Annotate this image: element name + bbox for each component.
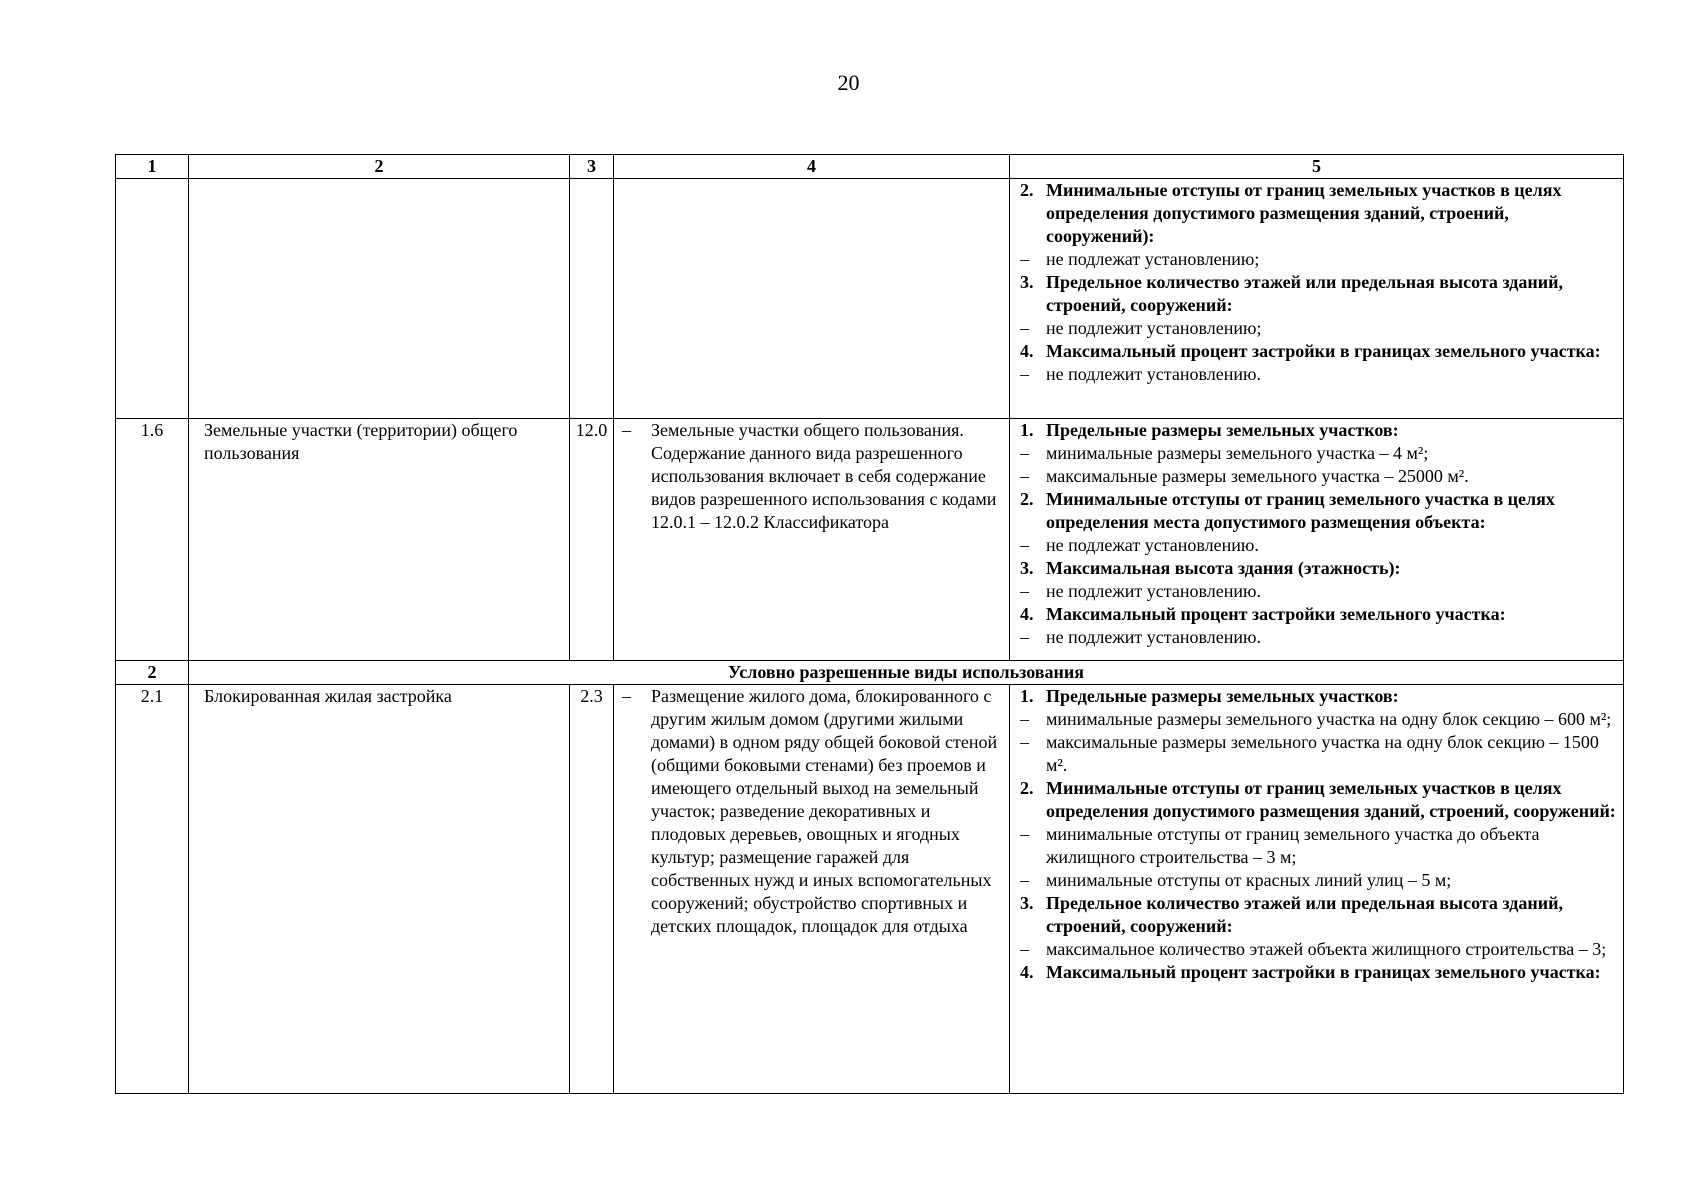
list-marker: –	[1020, 732, 1029, 752]
list-marker: 1.	[1020, 686, 1034, 706]
list-marker: 2.	[1020, 489, 1034, 509]
parameter-heading	[1010, 603, 1623, 626]
land-use-name: Земельные участки (территории) общего пользования	[189, 419, 570, 661]
header-col-1: 1	[116, 155, 189, 179]
parameter-value	[1010, 708, 1623, 731]
parameter-text: не подлежат установлению.	[1046, 535, 1259, 555]
parameter-text: минимальные отступы от границ земельного участка до объекта жилищного строительства – 3 м;	[1046, 824, 1540, 867]
params-cell	[1010, 419, 1624, 661]
parameter-heading	[1010, 340, 1623, 363]
parameter-text: Минимальные отступы от границ земельного участка в целях определения места допустимого размещения объекта:	[1046, 489, 1555, 532]
parameter-text: Предельные размеры земельных участков:	[1046, 686, 1399, 706]
section-title: Условно разрешенные виды использования	[189, 661, 1624, 685]
header-col-4: 4	[614, 155, 1010, 179]
list-marker: 3.	[1020, 893, 1034, 913]
list-marker: 2.	[1020, 180, 1034, 200]
parameter-text: Максимальный процент застройки земельного участка:	[1046, 604, 1506, 624]
parameter-text: Предельное количество этажей или предельная высота зданий, строений, сооружений:	[1046, 272, 1564, 315]
parameter-text: минимальные отступы от красных линий улиц – 5 м;	[1046, 870, 1452, 890]
parameter-text: не подлежит установлению.	[1046, 627, 1261, 647]
list-marker: –	[1020, 870, 1029, 890]
list-marker: 4.	[1020, 962, 1034, 982]
list-marker: –	[1020, 627, 1029, 647]
parameter-text: не подлежит установлению.	[1046, 581, 1261, 601]
parameter-value	[1010, 626, 1623, 649]
list-marker: –	[1020, 364, 1029, 384]
table-row	[116, 419, 1624, 661]
list-marker: 4.	[1020, 604, 1034, 624]
parameter-text: Предельные размеры земельных участков:	[1046, 420, 1399, 440]
header-col-2: 2	[189, 155, 570, 179]
parameter-text: Минимальные отступы от границ земельных участков в целях определения допустимого размещения зданий, строений, сооружений:	[1046, 778, 1616, 821]
parameter-text: минимальные размеры земельного участка на одну блок секцию – 600 м²;	[1046, 709, 1612, 729]
parameter-value	[1010, 823, 1623, 869]
parameter-text: Максимальный процент застройки в границах земельного участка:	[1046, 341, 1601, 361]
table-row	[116, 685, 1624, 1094]
parameter-value	[1010, 465, 1623, 488]
parameter-text: максимальные размеры земельного участка – 25000 м².	[1046, 466, 1469, 486]
parameter-text: Минимальные отступы от границ земельных участков в целях определения допустимого размещения зданий, строений, сооружений):	[1046, 180, 1562, 246]
list-marker: –	[1020, 581, 1029, 601]
parameter-text: Максимальная высота здания (этажность):	[1046, 558, 1401, 578]
parameter-text: не подлежит установлению.	[1046, 364, 1261, 384]
header-row	[116, 155, 1624, 179]
land-use-code: 2.3	[570, 685, 614, 1094]
description-text: Размещение жилого дома, блокированного с другим жилым домом (другими жилыми домами) в одном ряду общей боковой стеной (общими боковыми стенами) без проемов и имеющего отдельный выход на земельный участок; разведение декоративных и плодовых деревьев, овощных и ягодных культур; размещение гаражей для собственных нужд и иных вспомогательных сооружений; обустройство спортивных и детских площадок, площадок для отдыха	[651, 686, 998, 936]
list-marker: 2.	[1020, 778, 1034, 798]
section-row	[116, 661, 1624, 685]
parameter-text: минимальные размеры земельного участка – 4 м²;	[1046, 443, 1429, 463]
regulations-table	[115, 154, 1624, 1094]
parameter-heading	[1010, 271, 1623, 317]
parameter-heading	[1010, 961, 1623, 984]
parameter-heading	[1010, 488, 1623, 534]
list-marker: –	[1020, 709, 1029, 729]
row-number: 2.1	[116, 685, 189, 1094]
land-use-code: 12.0	[570, 419, 614, 661]
parameter-value	[1010, 869, 1623, 892]
parameter-text: максимальное количество этажей объекта жилищного строительства – 3;	[1046, 939, 1607, 959]
parameter-heading	[1010, 557, 1623, 580]
list-marker: 1.	[1020, 420, 1034, 440]
parameter-value	[1010, 938, 1623, 961]
parameter-value	[1010, 580, 1623, 603]
land-use-name: Блокированная жилая застройка	[189, 685, 570, 1094]
description-marker: –	[622, 686, 631, 706]
parameter-value	[1010, 248, 1623, 271]
list-marker: –	[1020, 318, 1029, 338]
parameter-value	[1010, 442, 1623, 465]
description-marker: –	[622, 420, 631, 440]
list-marker: –	[1020, 443, 1029, 463]
table-row-continuation	[116, 179, 1624, 419]
parameter-value	[1010, 363, 1623, 386]
page-number: 20	[837, 70, 860, 95]
list-marker: 4.	[1020, 341, 1034, 361]
header-col-3: 3	[570, 155, 614, 179]
land-use-description	[614, 685, 1010, 1094]
list-marker: –	[1020, 939, 1029, 959]
list-marker: 3.	[1020, 558, 1034, 578]
parameter-text: Максимальный процент застройки в границах земельного участка:	[1046, 962, 1601, 982]
land-use-description	[614, 419, 1010, 661]
list-marker: –	[1020, 466, 1029, 486]
section-number: 2	[116, 661, 189, 685]
parameter-heading	[1010, 892, 1623, 938]
params-cell	[1010, 179, 1624, 419]
parameter-value	[1010, 534, 1623, 557]
row-number: 1.6	[116, 419, 189, 661]
list-marker: 3.	[1020, 272, 1034, 292]
parameter-text: максимальные размеры земельного участка на одну блок секцию – 1500 м².	[1046, 732, 1599, 775]
list-marker: –	[1020, 824, 1029, 844]
list-marker: –	[1020, 249, 1029, 269]
parameter-value	[1010, 317, 1623, 340]
list-marker: –	[1020, 535, 1029, 555]
parameter-heading	[1010, 179, 1623, 248]
params-cell	[1010, 685, 1624, 1094]
parameter-text: не подлежат установлению;	[1046, 249, 1260, 269]
parameter-heading	[1010, 777, 1623, 823]
parameter-heading	[1010, 685, 1623, 708]
parameter-text: Предельное количество этажей или предельная высота зданий, строений, сооружений:	[1046, 893, 1564, 936]
parameter-value	[1010, 731, 1623, 777]
parameter-heading	[1010, 419, 1623, 442]
description-text: Земельные участки общего пользования. Содержание данного вида разрешенного использования включает в себя содержание видов разрешенного использования с кодами 12.0.1 – 12.0.2 Классификатора	[651, 420, 997, 532]
parameter-text: не подлежит установлению;	[1046, 318, 1262, 338]
header-col-5: 5	[1010, 155, 1624, 179]
